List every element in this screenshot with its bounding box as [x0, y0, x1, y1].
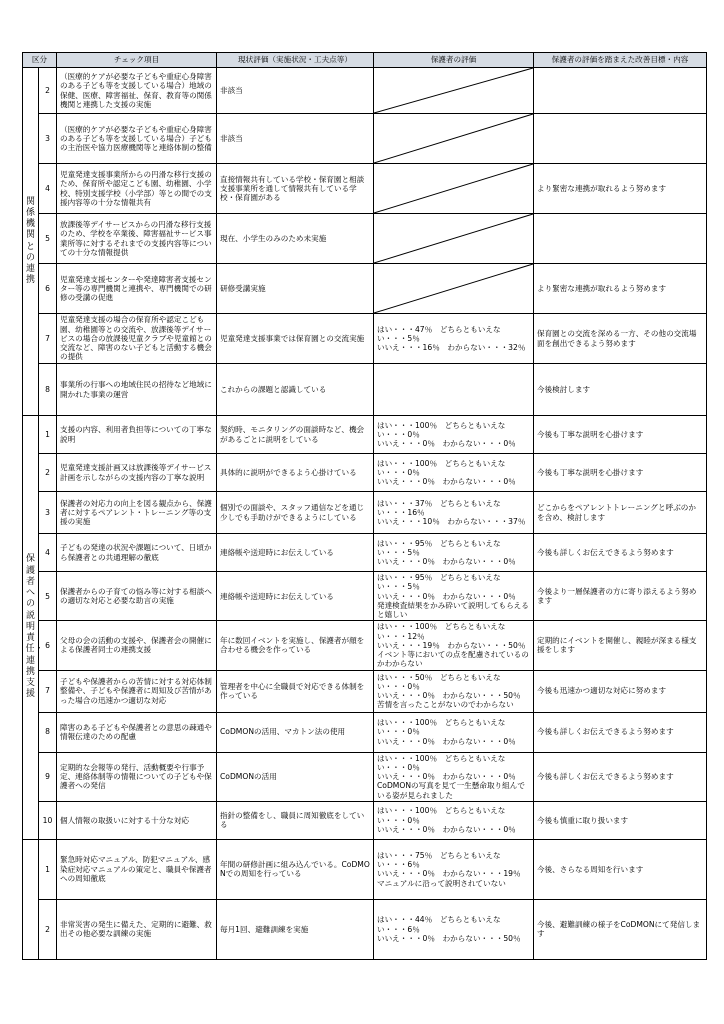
diagonal-slash	[374, 114, 533, 163]
row-number: 2	[39, 68, 57, 114]
check-item: 個人情報の取扱いに対する十分な対応	[57, 801, 217, 839]
check-item: （医療的ケアが必要な子どもや重症心身障害のある子ども等を支援している場合）子どもの主治医や協力医療機関等と連絡体制の整備	[57, 114, 217, 164]
check-item: 児童発達支援事業所からの円滑な移行支援のため、保育所や認定こども園、幼稚園、小学校、特別支援学校（小学部）等との間での支援内容等の十分な情報共有	[57, 164, 217, 214]
diagonal-slash	[374, 164, 533, 213]
category-cell	[23, 839, 39, 959]
check-item: 保護者からの子育ての悩み等に対する相談への適切な対応と必要な助言の実施	[57, 572, 217, 621]
improvement-goal: 今後より一層保護者の方に寄り添えるよう努めます	[534, 572, 707, 621]
header-goal: 保護者の評価を踏まえた改善目標・内容	[534, 53, 707, 68]
row-number: 4	[39, 534, 57, 572]
check-item: 児童発達支援計画又は放課後等デイサービス計画を示しながらの支援内容の丁寧な説明	[57, 454, 217, 492]
status-text: 個別での面談や、スタッフ通信などを通じ少しでも手助けができるようにしている	[217, 492, 374, 534]
improvement-goal: 今後も詳しくお伝えできるよう努めます	[534, 752, 707, 801]
improvement-goal: 定期的にイベントを開催し、親睦が深まる様支援をします	[534, 621, 707, 670]
row-number: 5	[39, 572, 57, 621]
table-row	[23, 364, 707, 416]
row-number: 2	[39, 454, 57, 492]
check-item: 非常災害の発生に備えた、定期的に避難、救出その他必要な訓練の実施	[57, 899, 217, 959]
header-status: 現状評価（実施状況・工夫点等）	[217, 53, 374, 68]
status-text: 指針の整備をし、職員に周知徹底をしている	[217, 801, 374, 839]
improvement-goal: 今後検討します	[534, 364, 707, 416]
parent-eval: はい・・・47％ どちらともいえない・・・5％ いいえ・・・16％ わからない・・・32％	[374, 314, 534, 364]
status-text: 連絡帳や送迎時にお伝えしている	[217, 572, 374, 621]
table-row	[23, 214, 707, 264]
parent-eval-not-applicable	[374, 264, 534, 314]
improvement-goal: 今後も迅速かつ適切な対応に努めます	[534, 670, 707, 712]
status-text: 契約時、モニタリングの面談時など、機会があるごとに説明をしている	[217, 416, 374, 454]
row-number: 1	[39, 839, 57, 899]
status-text: これからの課題と認識している	[217, 364, 374, 416]
check-item: 事業所の行事への地域住民の招待など地域に開かれた事業の運営	[57, 364, 217, 416]
parent-eval: はい・・・100％ どちらともいえない・・・0％ いいえ・・・0％ わからない・・・0％	[374, 712, 534, 752]
parent-eval: はい・・・100％ どちらともいえない・・・0％ いいえ・・・0％ わからない・・・0％	[374, 454, 534, 492]
table-row	[23, 801, 707, 839]
row-number: 6	[39, 621, 57, 670]
table-row	[23, 839, 707, 899]
improvement-goal: どこからをペアレントトレーニングと呼ぶのかを含め、検討します	[534, 492, 707, 534]
table-row	[23, 534, 707, 572]
row-number: 10	[39, 801, 57, 839]
check-item: 定期的な会報等の発行、活動概要や行事予定、連絡体制等の情報についての子どもや保護者への発信	[57, 752, 217, 801]
row-number: 3	[39, 492, 57, 534]
table-row	[23, 670, 707, 712]
table-row	[23, 264, 707, 314]
status-text: CoDMONの活用、マカトン法の使用	[217, 712, 374, 752]
check-item: 子どもの発達の状況や課題について、日頃から保護者との共通理解の徹底	[57, 534, 217, 572]
row-number: 5	[39, 214, 57, 264]
category-label: 保護者への説明責任・連携支援	[25, 554, 44, 700]
table-row	[23, 68, 707, 114]
row-number: 4	[39, 164, 57, 214]
parent-eval-not-applicable	[374, 68, 534, 114]
parent-eval: はい・・・100％ どちらともいえない・・・0％ いいえ・・・0％ わからない・・・0％	[374, 416, 534, 454]
parent-eval: はい・・・75％ どちらともいえない・・・6％ いいえ・・・0％ わからない・・・19％ マニュアルに沿って説明されていない	[374, 839, 534, 899]
improvement-goal	[534, 114, 707, 164]
category-label: 関係機関との連携	[25, 196, 35, 286]
table-row	[23, 454, 707, 492]
parent-eval: はい・・・95％ どちらともいえない・・・5％ いいえ・・・0％ わからない・・・0％	[374, 534, 534, 572]
header-category: 区分	[23, 53, 57, 68]
parent-eval: はい・・・50％ どちらともいえない・・・0％ いいえ・・・0％ わからない・・・50％ 苦情を言ったことがないのでわからない	[374, 670, 534, 712]
status-text: 直接情報共有している学校・保育園と相談支援事業所を通して情報共有している学校・保育園がある	[217, 164, 374, 214]
diagonal-slash	[374, 264, 533, 313]
improvement-goal: 保育園との交流を深める一方、その他の交流場面を創出できるよう努めます	[534, 314, 707, 364]
row-number: 9	[39, 752, 57, 801]
improvement-goal: 今後も詳しくお伝えできるよう努めます	[534, 534, 707, 572]
check-item: （医療的ケアが必要な子どもや重症心身障害のある子ども等を支援している場合）地域の保健、医療、障害福祉、保育、教育等の関係機関と連携した支援の実施	[57, 68, 217, 114]
improvement-goal: 今後、避難訓練の様子をCoDMONにて発信します	[534, 899, 707, 959]
table-row	[23, 752, 707, 801]
parent-eval-not-applicable	[374, 214, 534, 264]
parent-eval: はい・・・44％ どちらともいえない・・・6％ いいえ・・・0％ わからない・・・50％	[374, 899, 534, 959]
check-item: 父母の会の活動の支援や、保護者会の開催による保護者同士の連携支援	[57, 621, 217, 670]
check-item: 支援の内容、利用者負担等についての丁寧な説明	[57, 416, 217, 454]
status-text: 管理者を中心に全職員で対応できる体制を作っている	[217, 670, 374, 712]
table-row	[23, 164, 707, 214]
row-number: 8	[39, 364, 57, 416]
status-text: 年に数回イベントを実施し、保護者が顔を合わせる機会を作っている	[217, 621, 374, 670]
header-parent-eval: 保護者の評価	[374, 53, 534, 68]
status-text: 研修受講実施	[217, 264, 374, 314]
parent-eval	[374, 364, 534, 416]
check-item: 児童発達支援センターや発達障害者支援センター等の専門機関と連携や、専門機関での研修の受講の促進	[57, 264, 217, 314]
category-cell	[23, 416, 44, 840]
improvement-goal	[534, 68, 707, 114]
parent-eval: はい・・・100％ どちらともいえない・・・0％ いいえ・・・0％ わからない・・・0％	[374, 801, 534, 839]
check-item: 障害のある子どもや保護者との意思の疎通や情報伝達のための配慮	[57, 712, 217, 752]
parent-eval: はい・・・95％ どちらともいえない・・・5％ いいえ・・・0％ わからない・・・0％ 発達検査結果をかみ砕いて説明してもらえると嬉しい	[374, 572, 534, 621]
status-text: 毎月1回、避難訓練を実施	[217, 899, 374, 959]
check-item: 放課後等デイサービスからの円滑な移行支援のため、学校を卒業後、障害福祉サービス事業所等に対するそれまでの支援内容等についての十分な情報提供	[57, 214, 217, 264]
table-row	[23, 416, 707, 454]
parent-eval: はい・・・100％ どちらともいえない・・・0％ いいえ・・・0％ わからない・・・0％ CoDMONの写真を見て一生懸命取り組んでいる姿が見られました	[374, 752, 534, 801]
table-row	[23, 114, 707, 164]
check-item: 子どもや保護者からの苦情に対する対応体制整備や、子どもや保護者に周知及び苦情があった場合の迅速かつ適切な対応	[57, 670, 217, 712]
row-number: 1	[39, 416, 57, 454]
parent-eval: はい・・・37％ どちらともいえない・・・16％ いいえ・・・10％ わからない・・・37％	[374, 492, 534, 534]
row-number: 8	[39, 712, 57, 752]
table-row	[23, 314, 707, 364]
status-text: 現在、小学生のみのため未実施	[217, 214, 374, 264]
status-text: 具体的に説明ができるよう心掛けている	[217, 454, 374, 492]
row-number: 7	[39, 670, 57, 712]
parent-eval-not-applicable	[374, 164, 534, 214]
check-item: 保護者の対応力の向上を図る観点から、保護者に対するペアレント・トレーニング等の支援の実施	[57, 492, 217, 534]
row-number: 6	[39, 264, 57, 314]
header-check-item: チェック項目	[57, 53, 217, 68]
status-text: 児童発達支援事業では保育園との交流実施	[217, 314, 374, 364]
evaluation-table	[22, 52, 707, 960]
row-number: 2	[39, 899, 57, 959]
table-row	[23, 572, 707, 621]
diagonal-slash	[374, 68, 533, 113]
improvement-goal: 今後も丁寧な説明を心掛けます	[534, 416, 707, 454]
table-row	[23, 712, 707, 752]
table-row	[23, 899, 707, 959]
status-text: CoDMONの活用	[217, 752, 374, 801]
improvement-goal: 今後も慎重に取り扱います	[534, 801, 707, 839]
improvement-goal: より緊密な連携が取れるよう努めます	[534, 164, 707, 214]
header-row	[23, 53, 707, 68]
status-text: 非該当	[217, 114, 374, 164]
row-number: 3	[39, 114, 57, 164]
improvement-goal: 今後も詳しくお伝えできるよう努めます	[534, 712, 707, 752]
status-text: 非該当	[217, 68, 374, 114]
table-row	[23, 621, 707, 670]
parent-eval: はい・・・100％ どちらともいえない・・・12％ いいえ・・・19％ わからない・・・50％ イベント等においての点を配慮されているのかわからない	[374, 621, 534, 670]
category-cell	[23, 68, 39, 416]
row-number: 7	[39, 314, 57, 364]
improvement-goal: 今後、さらなる周知を行います	[534, 839, 707, 899]
improvement-goal: より緊密な連携が取れるよう努めます	[534, 264, 707, 314]
diagonal-slash	[374, 214, 533, 263]
table-row	[23, 492, 707, 534]
check-item: 緊急時対応マニュアル、防犯マニュアル、感染症対応マニュアルの策定と、職員や保護者への周知徹底	[57, 839, 217, 899]
status-text: 連絡帳や送迎時にお伝えしている	[217, 534, 374, 572]
improvement-goal: 今後も丁寧な説明を心掛けます	[534, 454, 707, 492]
check-item: 児童発達支援の場合の保育所や認定こども園、幼稚園等との交流や、放課後等デイサービスの場合の放課後児童クラブや児童館との交流など、障害のない子どもと活動する機会の提供	[57, 314, 217, 364]
improvement-goal	[534, 214, 707, 264]
parent-eval-not-applicable	[374, 114, 534, 164]
status-text: 年間の研修計画に組み込んでいる。CoDMONでの周知を行っている	[217, 839, 374, 899]
